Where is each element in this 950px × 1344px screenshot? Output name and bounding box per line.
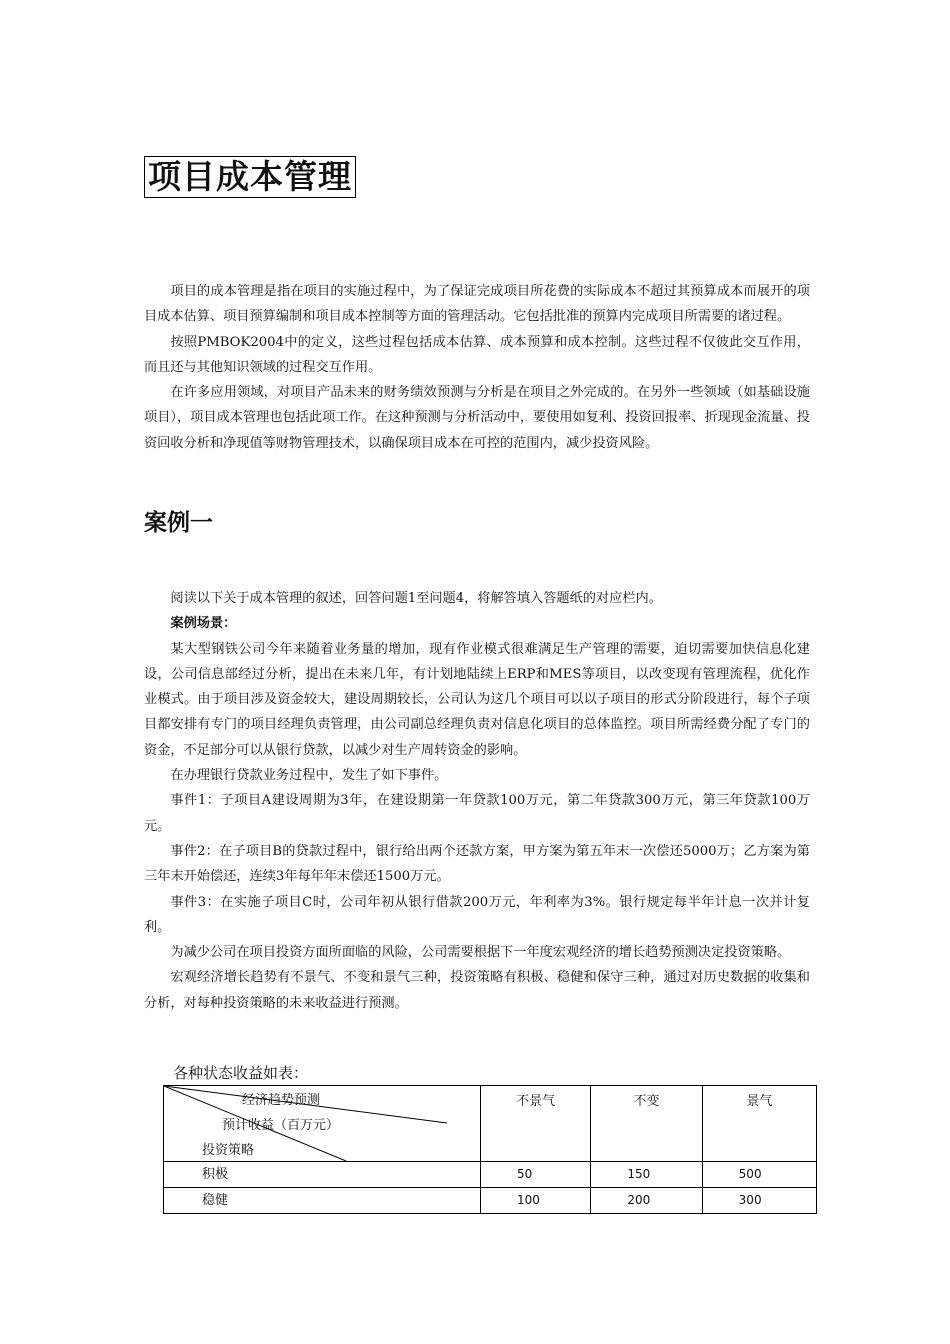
table-cell: 150 — [591, 1162, 702, 1188]
scene-paragraph: 某大型钢铁公司今年来随着业务量的增加，现有作业模式很难满足生产管理的需要，迫切需要加快信息化建设，公司信息部经过分析，提出在未来几年，有计划地陆续上ERP和MES等项目，以改变现有管理流程，优化作业模式。由于项目涉及资金较大，建设周期较长，公司认为这几个项目可以以子项目的形式分阶段进行，每个子项目都安排有专门的项目经理负责管理，由公司副总经理负责对信息化项目的总体监控。项目所需经费分配了专门的资金，不足部分可以从银行贷款，以减少对生产周转资金的影响。 — [144, 641, 810, 758]
scene-label: 案例场景： — [170, 616, 237, 632]
table-row — [164, 1162, 817, 1188]
column-header: 不景气 — [481, 1086, 591, 1162]
events-intro: 在办理银行贷款业务过程中，发生了如下事件。 — [170, 768, 448, 784]
column-header: 景气 — [702, 1086, 816, 1162]
intro-section — [144, 279, 810, 456]
table-cell: 300 — [702, 1188, 816, 1214]
table-cell: 50 — [481, 1162, 591, 1188]
table-cell: 500 — [702, 1162, 816, 1188]
corner-label-bottom: 投资策略 — [202, 1143, 255, 1158]
row-label: 稳健 — [164, 1188, 481, 1214]
macro-paragraph: 宏观经济增长趋势有不景气、不变和景气三种，投资策略有积极、稳健和保守三种，通过对历史数据的收集和分析，对每种投资策略的未来收益进行预测。 — [144, 970, 810, 1011]
intro-paragraph: 项目的成本管理是指在项目的实施过程中，为了保证完成项目所花费的实际成本不超过其预算成本而展开的项目成本估算、项目预算编制和项目成本控制等方面的管理活动。它包括批准的预算内完成项目所需要的诸过程。 — [144, 284, 810, 325]
table-header-row — [164, 1086, 817, 1162]
table-cell: 100 — [481, 1188, 591, 1214]
payoff-table — [163, 1085, 817, 1214]
page-title: 项目成本管理 — [144, 156, 356, 198]
event-1: 事件1：子项目A建设周期为3年，在建设期第一年贷款100万元，第二年贷款300万元，第三年贷款100万元。 — [144, 793, 810, 834]
intro-paragraph: 在许多应用领域，对项目产品未来的财务绩效预测与分析是在项目之外完成的。在另外一些领域（如基础设施项目），项目成本管理也包括此项工作。在这种预测与分析活动中，要使用如复利、投资回报率、折现现金流量、投资回收分析和净现值等财物管理技术，以确保项目成本在可控的范围内，减少投资风险。 — [144, 385, 810, 451]
corner-label-top: 经济趋势预测 — [242, 1093, 321, 1108]
column-header: 不变 — [591, 1086, 702, 1162]
case-heading: 案例一 — [144, 510, 213, 536]
case-instruction: 阅读以下关于成本管理的叙述，回答问题1至问题4，将解答填入答题纸的对应栏内。 — [170, 591, 662, 606]
intro-paragraph: 按照PMBOK2004中的定义，这些过程包括成本估算、成本预算和成本控制。这些过程不仅彼此交互作用，而且还与其他知识领域的过程交互作用。 — [144, 334, 810, 375]
case-section — [144, 586, 810, 1016]
corner-label-mid: 预计收益（百万元） — [222, 1118, 340, 1133]
table-row — [164, 1188, 817, 1214]
table-caption: 各种状态收益如表： — [173, 1064, 309, 1082]
event-3: 事件3：在实施子项目C时，公司年初从银行借款200万元，年利率为3%。银行规定每半年计息一次并计复利。 — [144, 894, 810, 935]
event-2: 事件2：在子项目B的贷款过程中，银行给出两个还款方案，甲方案为第五年末一次偿还5000万；乙方案为第三年末开始偿还，连续3年每年年末偿还1500万元。 — [144, 843, 810, 885]
row-label: 积极 — [164, 1162, 481, 1188]
diagonal-corner-cell — [164, 1086, 481, 1162]
table-cell: 200 — [591, 1188, 702, 1214]
risk-paragraph: 为减少公司在项目投资方面所面临的风险，公司需要根据下一年度宏观经济的增长趋势预测决定投资策略。 — [170, 945, 791, 961]
